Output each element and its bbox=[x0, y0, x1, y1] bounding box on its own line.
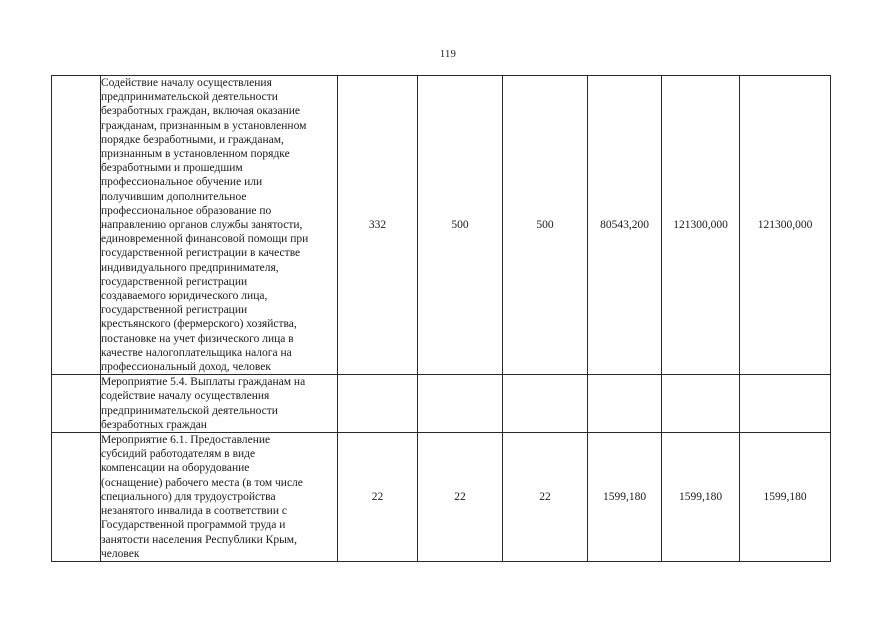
value-cell: 1599,180 bbox=[588, 433, 662, 562]
value-cell: 121300,000 bbox=[740, 76, 831, 375]
value-cell: 121300,000 bbox=[662, 76, 740, 375]
value-cell bbox=[740, 375, 831, 433]
description-cell: Содействие началу осуществления предпринимательской деятельности безработных граждан, включая оказание гражданам, признанным в установленном порядке безработными, и гражданам, признанным в установленном порядке безработными и прошедшим профессиональное обучение или получившим дополнительное профессиональное образование по направлению органов службы занятости, единовременной финансовой помощи при государственной регистрации в качестве индивидуального предпринимателя, государственной регистрации создаваемого юридического лица, государственной регистрации крестьянского (фермерского) хозяйства, постановке на учет физического лица в качестве налогоплательщика налога на профессиональный доход, человек bbox=[101, 76, 338, 375]
value-cell bbox=[662, 375, 740, 433]
value-cell: 22 bbox=[338, 433, 418, 562]
value-cell: 22 bbox=[418, 433, 503, 562]
value-cell: 80543,200 bbox=[588, 76, 662, 375]
index-cell bbox=[52, 76, 101, 375]
table-row bbox=[52, 76, 831, 375]
value-cell: 22 bbox=[503, 433, 588, 562]
table-row bbox=[52, 375, 831, 433]
description-cell: Мероприятие 6.1. Предоставление субсидий работодателям в виде компенсации на оборудование (оснащение) рабочего места (в том числе специального) для трудоустройства незанятого инвалида в соответствии с Государственной программой труда и занятости населения Республики Крым, человек bbox=[101, 433, 338, 562]
value-cell: 1599,180 bbox=[662, 433, 740, 562]
indicators-table bbox=[51, 75, 831, 562]
table-row bbox=[52, 433, 831, 562]
description-cell: Мероприятие 5.4. Выплаты гражданам на содействие началу осуществления предпринимательской деятельности безработных граждан bbox=[101, 375, 338, 433]
page-number: 119 bbox=[439, 49, 457, 60]
value-cell bbox=[338, 375, 418, 433]
index-cell bbox=[52, 433, 101, 562]
value-cell bbox=[503, 375, 588, 433]
value-cell: 332 bbox=[338, 76, 418, 375]
value-cell: 1599,180 bbox=[740, 433, 831, 562]
value-cell: 500 bbox=[503, 76, 588, 375]
value-cell: 500 bbox=[418, 76, 503, 375]
value-cell bbox=[588, 375, 662, 433]
index-cell bbox=[52, 375, 101, 433]
value-cell bbox=[418, 375, 503, 433]
